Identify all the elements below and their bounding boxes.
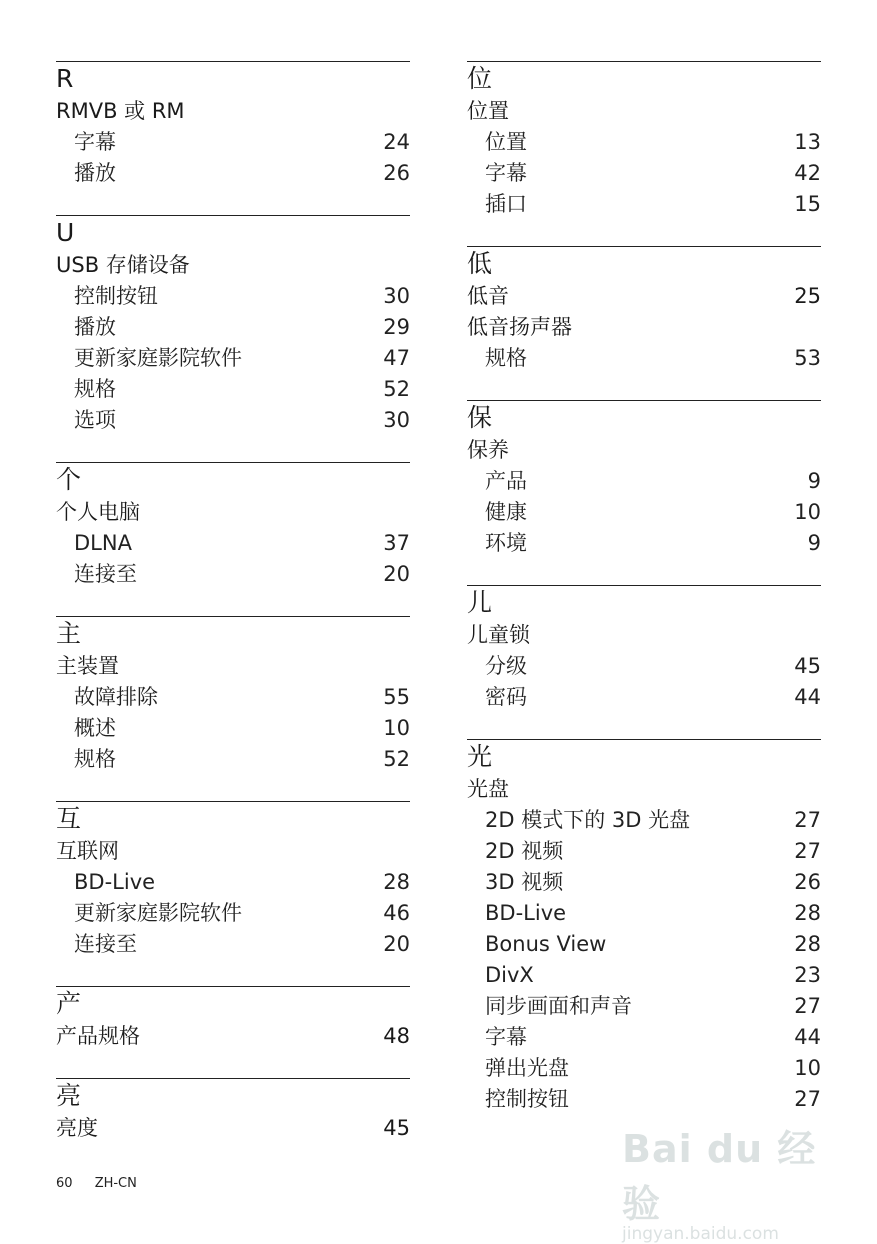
subentry-term: BD-Live bbox=[485, 901, 567, 925]
subentry-page: 47 bbox=[383, 346, 410, 370]
subentry-term: 字幕 bbox=[485, 161, 527, 185]
index-subentry bbox=[467, 497, 821, 528]
index-entry bbox=[56, 1021, 410, 1052]
index-subentry bbox=[56, 405, 410, 436]
subentry-term: 分级 bbox=[485, 654, 527, 678]
subentry-page: 9 bbox=[807, 469, 821, 493]
index-subentry bbox=[467, 127, 821, 158]
page-footer bbox=[56, 1176, 137, 1191]
index-subentry bbox=[56, 744, 410, 775]
section-heading: 保 bbox=[467, 403, 493, 432]
subentry-page: 10 bbox=[794, 1056, 821, 1080]
section-heading: 主 bbox=[56, 619, 82, 648]
subentry-term: DivX bbox=[485, 963, 534, 987]
subentry-page: 28 bbox=[794, 901, 821, 925]
index-entry bbox=[467, 435, 821, 466]
subentry-term: 规格 bbox=[74, 747, 116, 771]
index-subentry bbox=[56, 867, 410, 898]
index-subentry bbox=[467, 805, 821, 836]
entry-term: RMVB 或 RM bbox=[56, 99, 185, 123]
index-subentry bbox=[467, 528, 821, 559]
subentry-page: 27 bbox=[794, 994, 821, 1018]
entry-term: 主装置 bbox=[56, 654, 119, 678]
index-subentry bbox=[467, 1084, 821, 1115]
index-entry bbox=[56, 651, 410, 682]
subentry-term: 更新家庭影院软件 bbox=[74, 346, 242, 370]
entry-term: 亮度 bbox=[56, 1116, 98, 1140]
subentry-page: 20 bbox=[383, 562, 410, 586]
entry-term: 保养 bbox=[467, 438, 509, 462]
index-section bbox=[56, 801, 410, 960]
section-heading: 产 bbox=[56, 989, 82, 1018]
subentry-page: 27 bbox=[794, 1087, 821, 1111]
index-subentry bbox=[56, 682, 410, 713]
subentry-term: 连接至 bbox=[74, 932, 137, 956]
index-section bbox=[56, 616, 410, 775]
index-subentry bbox=[56, 343, 410, 374]
index-entry bbox=[467, 281, 821, 312]
subentry-term: 字幕 bbox=[485, 1025, 527, 1049]
index-entry bbox=[56, 1113, 410, 1144]
index-subentry bbox=[467, 343, 821, 374]
subentry-term: 健康 bbox=[485, 500, 527, 524]
section-heading: 低 bbox=[467, 249, 493, 278]
index-section bbox=[467, 400, 821, 559]
section-heading: R bbox=[56, 64, 74, 93]
entry-term: 互联网 bbox=[56, 839, 119, 863]
section-heading: 互 bbox=[56, 804, 82, 833]
index-entry bbox=[56, 250, 410, 281]
index-subentry bbox=[56, 312, 410, 343]
subentry-term: 弹出光盘 bbox=[485, 1056, 569, 1080]
subentry-page: 28 bbox=[383, 870, 410, 894]
subentry-page: 27 bbox=[794, 839, 821, 863]
section-heading: 亮 bbox=[56, 1081, 82, 1110]
subentry-term: 控制按钮 bbox=[74, 284, 158, 308]
subentry-term: 插口 bbox=[485, 192, 527, 216]
subentry-term: 密码 bbox=[485, 685, 527, 709]
index-column-right bbox=[467, 61, 821, 1141]
subentry-term: 字幕 bbox=[74, 130, 116, 154]
entry-term: 低音扬声器 bbox=[467, 315, 572, 339]
subentry-page: 20 bbox=[383, 932, 410, 956]
entry-page: 48 bbox=[383, 1024, 410, 1048]
subentry-page: 13 bbox=[794, 130, 821, 154]
entry-term: 光盘 bbox=[467, 777, 509, 801]
subentry-page: 26 bbox=[794, 870, 821, 894]
index-entry bbox=[56, 96, 410, 127]
index-entry bbox=[467, 620, 821, 651]
subentry-term: 环境 bbox=[485, 531, 527, 555]
subentry-page: 42 bbox=[794, 161, 821, 185]
subentry-page: 23 bbox=[794, 963, 821, 987]
entry-term: 低音 bbox=[467, 284, 509, 308]
subentry-term: 更新家庭影院软件 bbox=[74, 901, 242, 925]
subentry-term: 2D 视频 bbox=[485, 839, 564, 863]
index-subentry bbox=[467, 651, 821, 682]
subentry-term: 选项 bbox=[74, 408, 116, 432]
index-subentry bbox=[467, 1022, 821, 1053]
subentry-page: 52 bbox=[383, 377, 410, 401]
subentry-page: 46 bbox=[383, 901, 410, 925]
subentry-page: 9 bbox=[807, 531, 821, 555]
index-subentry bbox=[467, 929, 821, 960]
index-section bbox=[467, 246, 821, 374]
index-subentry bbox=[467, 158, 821, 189]
section-heading: 位 bbox=[467, 64, 493, 93]
subentry-page: 26 bbox=[383, 161, 410, 185]
watermark-logo-text: Bai du 经验 bbox=[622, 1127, 817, 1226]
subentry-term: BD-Live bbox=[74, 870, 156, 894]
subentry-page: 44 bbox=[794, 685, 821, 709]
index-section bbox=[467, 61, 821, 220]
subentry-page: 55 bbox=[383, 685, 410, 709]
entry-term: 个人电脑 bbox=[56, 500, 140, 524]
subentry-page: 37 bbox=[383, 531, 410, 555]
index-subentry bbox=[56, 898, 410, 929]
section-heading: U bbox=[56, 218, 75, 247]
index-section bbox=[56, 61, 410, 189]
subentry-term: 播放 bbox=[74, 315, 116, 339]
subentry-term: 控制按钮 bbox=[485, 1087, 569, 1111]
index-subentry bbox=[467, 898, 821, 929]
index-subentry bbox=[467, 466, 821, 497]
index-subentry bbox=[56, 374, 410, 405]
index-subentry bbox=[56, 713, 410, 744]
index-entry bbox=[467, 312, 821, 343]
subentry-page: 30 bbox=[383, 284, 410, 308]
subentry-term: 同步画面和声音 bbox=[485, 994, 632, 1018]
subentry-term: DLNA bbox=[74, 531, 132, 555]
index-section bbox=[56, 1078, 410, 1144]
subentry-page: 29 bbox=[383, 315, 410, 339]
index-subentry bbox=[467, 189, 821, 220]
entry-term: 产品规格 bbox=[56, 1024, 140, 1048]
subentry-term: 位置 bbox=[485, 130, 527, 154]
index-subentry bbox=[56, 281, 410, 312]
subentry-term: 连接至 bbox=[74, 562, 137, 586]
index-subentry bbox=[467, 836, 821, 867]
subentry-term: 2D 模式下的 3D 光盘 bbox=[485, 808, 691, 832]
index-entry bbox=[467, 96, 821, 127]
baidu-jingyan-watermark bbox=[622, 1118, 822, 1244]
language-code: ZH-CN bbox=[94, 1176, 137, 1191]
index-section bbox=[467, 585, 821, 713]
watermark-url: jingyan.baidu.com bbox=[622, 1224, 779, 1244]
index-section bbox=[56, 462, 410, 590]
index-section bbox=[56, 986, 410, 1052]
entry-term: USB 存储设备 bbox=[56, 253, 190, 277]
index-subentry bbox=[56, 929, 410, 960]
index-section bbox=[56, 215, 410, 436]
section-heading: 光 bbox=[467, 742, 493, 771]
subentry-page: 15 bbox=[794, 192, 821, 216]
entry-term: 儿童锁 bbox=[467, 623, 530, 647]
index-subentry bbox=[467, 867, 821, 898]
subentry-page: 27 bbox=[794, 808, 821, 832]
subentry-term: 产品 bbox=[485, 469, 527, 493]
index-subentry bbox=[467, 682, 821, 713]
subentry-page: 10 bbox=[794, 500, 821, 524]
subentry-term: 规格 bbox=[74, 377, 116, 401]
page-number: 60 bbox=[56, 1176, 73, 1191]
subentry-page: 45 bbox=[794, 654, 821, 678]
index-subentry bbox=[467, 1053, 821, 1084]
subentry-term: 故障排除 bbox=[74, 685, 158, 709]
subentry-page: 24 bbox=[383, 130, 410, 154]
index-subentry bbox=[56, 559, 410, 590]
index-subentry bbox=[467, 991, 821, 1022]
subentry-term: 规格 bbox=[485, 346, 527, 370]
index-subentry bbox=[56, 528, 410, 559]
subentry-page: 52 bbox=[383, 747, 410, 771]
entry-page: 45 bbox=[383, 1116, 410, 1140]
index-subentry bbox=[467, 960, 821, 991]
entry-term: 位置 bbox=[467, 99, 509, 123]
section-heading: 儿 bbox=[467, 588, 493, 617]
index-subentry bbox=[56, 158, 410, 189]
subentry-term: 3D 视频 bbox=[485, 870, 564, 894]
index-entry bbox=[56, 836, 410, 867]
index-entry bbox=[56, 497, 410, 528]
index-column-left bbox=[56, 61, 410, 1170]
entry-page: 25 bbox=[794, 284, 821, 308]
subentry-term: 播放 bbox=[74, 161, 116, 185]
index-entry bbox=[467, 774, 821, 805]
subentry-page: 30 bbox=[383, 408, 410, 432]
subentry-page: 10 bbox=[383, 716, 410, 740]
subentry-page: 53 bbox=[794, 346, 821, 370]
subentry-term: Bonus View bbox=[485, 932, 607, 956]
index-subentry bbox=[56, 127, 410, 158]
subentry-term: 概述 bbox=[74, 716, 116, 740]
subentry-page: 44 bbox=[794, 1025, 821, 1049]
index-section bbox=[467, 739, 821, 1115]
subentry-page: 28 bbox=[794, 932, 821, 956]
section-heading: 个 bbox=[56, 465, 82, 494]
